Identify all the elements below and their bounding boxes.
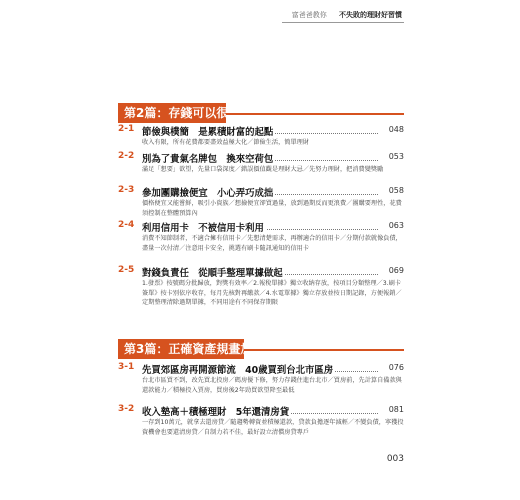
toc-entry[interactable] [118, 185, 404, 218]
entry-description: 價格便宜又能嘗鮮，吸引小資族／想撿便宜卻買過量，放到過期反而更浪費／團購要理性，花費須控制在整體預算內 [142, 200, 402, 217]
book-title: 富爸爸教你 [291, 11, 327, 19]
part-rule [226, 113, 404, 115]
entry-description: 消費不知節制者，不適合擁有信用卡／先想清楚需求，再辦適合的信用卡／分期付款就像負債，盡量一次付清／注意用卡安全，挑選有刷卡隨訊通知的信用卡 [142, 235, 402, 252]
part-label-bar [118, 103, 253, 123]
part-label-bar [118, 339, 289, 359]
part-label: 第2篇：存錢可以很簡單 [124, 106, 253, 120]
entry-number: 2-2 [118, 151, 135, 161]
page-number: 003 [386, 454, 404, 464]
entry-title[interactable]: 參加團購撿便宜 小心弄巧成拙 [142, 185, 275, 199]
entry-description: 收入有限，所有花費都要盡效益極大化／節儉生活，簡單理財 [142, 139, 310, 146]
entry-title[interactable]: 對錢負責任 從順手整理單據做起 [142, 265, 285, 279]
entry-description: 1.發票》按號碼分批歸放，對獎有效率／2.報稅單據》獨立收納存放，按項目分類整理／3.刷卡簽單》按卡別依序收存，每月先核對再繳款／4.水電單據》獨立存放並按日期記錄，方便報銷／定期整理清除過期單據，不同用途有不同保存期限 [142, 280, 402, 306]
entry-title[interactable]: 利用信用卡 不被信用卡利用 [142, 220, 266, 234]
entry-page: 053 [388, 152, 404, 161]
entry-title[interactable]: 先買郊區房再開源節流 40歲買到台北市區房 [142, 362, 335, 376]
toc-entry[interactable] [118, 362, 404, 395]
entry-page: 058 [388, 186, 404, 195]
entry-description: 一存到10萬元，就拿去還房貸／隨趨勢轉資並積極還款，貸款負擔逐年減輕／不變負債，寧獲投資機會也要還清房貸／自制力若不佳，最好設立清償房貸專戶 [142, 419, 404, 436]
entry-title[interactable]: 別為了貴氣名牌包 換來空荷包 [142, 151, 275, 165]
entry-number: 2-5 [118, 265, 135, 275]
book-subtitle: 不失敗的理財好習慣 [339, 11, 402, 19]
entry-description: 台北市區買不到，改先買北投房／碼房優下修，努力存錢住進台北市／買房前，先計算自備款與還款能力／積極投入賈房，買房後2年勁買欲望降至最低 [142, 377, 402, 394]
part-heading-2 [118, 103, 404, 123]
entry-number: 2-4 [118, 220, 135, 230]
running-header [292, 10, 402, 20]
entry-page: 069 [388, 266, 404, 275]
part-heading-3 [118, 339, 404, 359]
entry-description: 滿足「想要」欲望，先量口袋深度／錯誤價值觀是理財大忌／先努力理財，把消費變獎勵 [142, 166, 384, 173]
entry-number: 3-2 [118, 404, 135, 414]
entry-page: 063 [388, 221, 404, 230]
toc-entry[interactable] [118, 124, 404, 148]
toc-entry[interactable] [118, 265, 404, 308]
header-rule [282, 22, 404, 23]
toc-entry[interactable] [118, 151, 404, 175]
entry-page: 076 [388, 363, 404, 372]
entry-title[interactable]: 收入墊高＋積極理財 5年還清房貸 [142, 404, 291, 418]
entry-number: 2-3 [118, 185, 135, 195]
toc-entry[interactable] [118, 404, 404, 437]
entry-number: 2-1 [118, 124, 135, 134]
toc-entry[interactable] [118, 220, 404, 253]
entry-page: 048 [388, 125, 404, 134]
entry-number: 3-1 [118, 362, 135, 372]
part-label: 第3篇：正確資產規畫加速達標 [124, 342, 289, 356]
entry-title[interactable]: 節儉與樸簡 是累積財富的起點 [142, 124, 275, 138]
part-rule [244, 349, 404, 351]
entry-page: 081 [388, 405, 404, 414]
